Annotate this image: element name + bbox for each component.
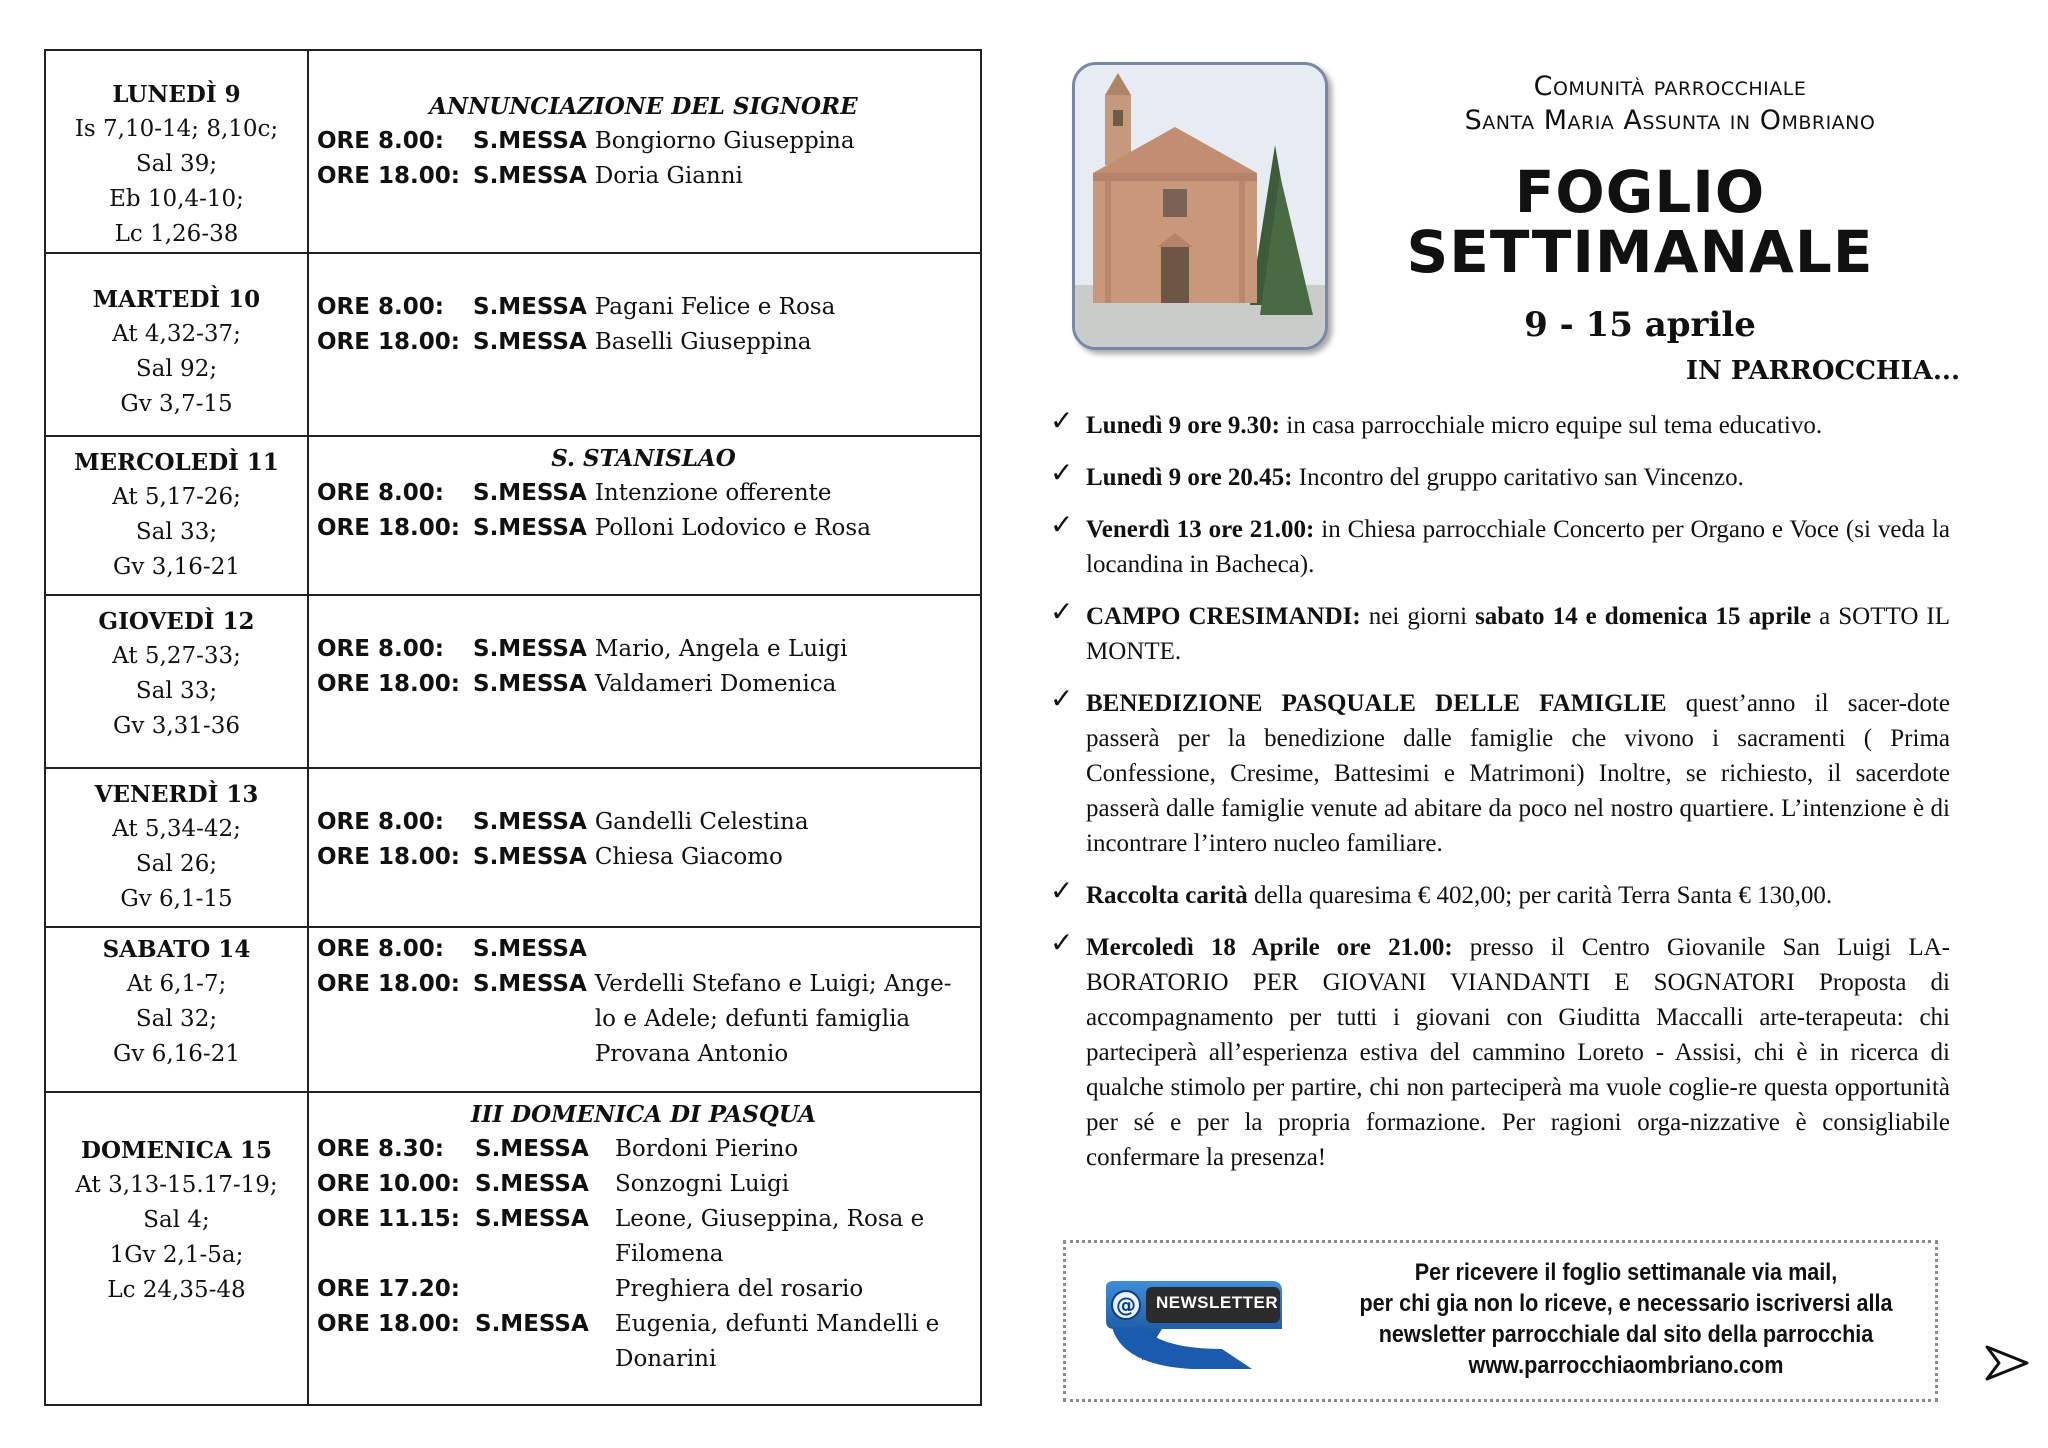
reading: Gv 6,1-15	[120, 886, 233, 912]
mass-type	[475, 1272, 607, 1307]
notices-list	[1050, 408, 1950, 1192]
day-name: VENERDÌ 13	[94, 781, 259, 808]
church-photo	[1072, 62, 1328, 350]
newsletter-line-2: per chi gia non lo riceve, e necessario iscriversi alla	[1359, 1290, 1893, 1317]
mass-time: ORE 17.20:	[317, 1276, 460, 1302]
reading: At 5,27-33;	[112, 643, 241, 669]
mass-time: ORE 8.00:	[317, 809, 444, 835]
community-line-1: Comunità parrocchiale	[1533, 71, 1807, 102]
mass-type: S.MESSA	[473, 671, 587, 697]
mass-time: ORE 8.00:	[317, 480, 444, 506]
mass-type: S.MESSA	[473, 128, 587, 154]
svg-text:@: @	[1116, 1293, 1136, 1317]
mass-type: S.MESSA	[473, 936, 587, 962]
mass-time: ORE 18.00:	[317, 844, 460, 870]
notice-text-2: a SOTTO IL MONTE.	[1086, 603, 1951, 665]
reading: Gv 6,16-21	[113, 1041, 240, 1067]
mass-type: S.MESSA	[473, 329, 587, 355]
mass-row	[317, 1272, 970, 1307]
schedule-row	[45, 1092, 981, 1405]
reading: Gv 3,31-36	[113, 713, 240, 739]
feast-name: III DOMENICA DI PASQUA	[470, 1101, 817, 1128]
mass-row	[317, 124, 970, 159]
checkmark-icon: ✓	[1050, 458, 1074, 489]
mass-intention: Bongiorno Giuseppina	[594, 128, 855, 154]
reading: Sal 92;	[135, 356, 218, 382]
mass-intention: Preghiera del rosario	[615, 1276, 864, 1302]
newsletter-line-3: newsletter parrocchiale dal sito della parrocchia	[1378, 1321, 1874, 1348]
mass-type: S.MESSA	[475, 1311, 589, 1337]
community-name	[1300, 70, 2040, 138]
schedule-row	[45, 50, 981, 253]
mass-row	[317, 1132, 970, 1167]
mass-time: ORE 18.00:	[317, 163, 460, 189]
notice-heading-2: sabato 14 e domenica 15 aprile	[1475, 603, 1812, 630]
reading: Sal 33;	[135, 519, 218, 545]
mass-intention: Mario, Angela e Luigi	[594, 636, 848, 662]
notice-text: nei giorni	[1360, 603, 1476, 630]
feast-name: S. STANISLAO	[551, 445, 736, 472]
mass-row	[317, 1167, 970, 1202]
day-cell	[45, 927, 308, 1092]
reading: Sal 4;	[143, 1207, 210, 1233]
newsletter-line-1: Per ricevere il foglio settimanale via mail,	[1414, 1259, 1838, 1286]
newsletter-badge-label: NEWSLETTER	[1156, 1293, 1279, 1312]
mass-time: ORE 10.00:	[317, 1171, 460, 1197]
newsletter-badge	[1102, 1279, 1342, 1375]
reading: At 6,1-7;	[126, 971, 227, 997]
mass-type: S.MESSA	[475, 1206, 589, 1232]
mass-intention: Baselli Giuseppina	[594, 329, 812, 355]
mass-time: ORE 11.15:	[317, 1206, 460, 1232]
mass-type: S.MESSA	[475, 1171, 589, 1197]
feast-name: ANNUNCIAZIONE DEL SIGNORE	[429, 93, 858, 120]
title-line-1: FOGLIO	[1514, 158, 1766, 226]
mass-row	[317, 632, 970, 667]
mass-time: ORE 18.00:	[317, 1311, 460, 1337]
checkmark-icon: ✓	[1050, 406, 1074, 437]
mass-intention: Doria Gianni	[594, 163, 743, 189]
mass-row	[317, 932, 970, 967]
mass-intention: Verdelli Stefano e Luigi; Ange-lo e Adele; defunti famiglia Provana Antonio	[594, 971, 952, 1067]
reading: At 5,34-42;	[112, 816, 241, 842]
reading: Lc 24,35-48	[107, 1277, 246, 1303]
next-page-arrow-icon[interactable]	[1985, 1345, 2029, 1391]
mass-intention: Polloni Lodovico e Rosa	[594, 515, 871, 541]
reading: 1Gv 2,1-5a;	[109, 1242, 244, 1268]
mass-row	[317, 1307, 970, 1377]
mass-row	[317, 159, 970, 194]
checkmark-icon: ✓	[1050, 597, 1074, 628]
day-name: GIOVEDÌ 12	[98, 608, 255, 635]
notice-heading: Mercoledì 18 Aprile ore 21.00:	[1086, 934, 1453, 961]
mass-intention: Gandelli Celestina	[594, 809, 809, 835]
notice-text: in Chiesa parrocchiale Concerto per Organo e Voce (si veda la locandina in Bacheca).	[1086, 516, 1951, 578]
notice-text: in casa parrocchiale micro equipe sul tema educativo.	[1280, 412, 1823, 439]
section-heading: IN PARROCCHIA...	[1685, 356, 1960, 386]
church-illustration	[1075, 65, 1325, 347]
mass-cell	[308, 768, 981, 927]
mass-intention: Intenzione offerente	[594, 480, 832, 506]
title-line-2: SETTIMANALE	[1406, 218, 1874, 286]
mass-row	[317, 325, 970, 360]
checkmark-icon: ✓	[1050, 684, 1074, 715]
mass-cell	[308, 50, 981, 253]
mass-time: ORE 8.00:	[317, 294, 444, 320]
reading: At 5,17-26;	[112, 484, 241, 510]
mass-intention: Valdameri Domenica	[594, 671, 837, 697]
schedule-row	[45, 595, 981, 768]
day-name: MERCOLEDÌ 11	[74, 449, 279, 476]
notice-item	[1050, 599, 1950, 669]
schedule-row	[45, 436, 981, 595]
mass-time: ORE 8.00:	[317, 128, 444, 154]
date-range: 9 - 15 aprile	[1524, 305, 1756, 345]
reading: Sal 26;	[135, 851, 218, 877]
mass-type: S.MESSA	[473, 971, 587, 997]
reading: At 3,13-15.17-19;	[75, 1172, 278, 1198]
reading: Is 7,10-14; 8,10c;	[74, 116, 279, 142]
day-cell	[45, 768, 308, 927]
day-cell	[45, 595, 308, 768]
notice-heading: CAMPO CRESIMANDI:	[1086, 603, 1361, 630]
schedule-row	[45, 927, 981, 1092]
schedule-row	[45, 253, 981, 436]
weekly-schedule-table	[44, 49, 982, 1406]
mass-type: S.MESSA	[473, 844, 587, 870]
notice-heading: Lunedì 9 ore 20.45:	[1086, 464, 1293, 491]
newsletter-text	[1352, 1257, 1901, 1381]
day-cell	[45, 436, 308, 595]
mass-type: S.MESSA	[473, 163, 587, 189]
mass-row	[317, 1202, 970, 1272]
mass-intention: Pagani Felice e Rosa	[594, 294, 836, 320]
reading: Sal 39;	[135, 151, 218, 177]
mass-cell	[308, 253, 981, 436]
newsletter-title	[1400, 158, 1880, 286]
reading: At 4,32-37;	[112, 321, 241, 347]
day-cell	[45, 1092, 308, 1405]
day-cell	[45, 253, 308, 436]
mass-row	[317, 967, 970, 1072]
mass-row	[317, 840, 970, 875]
notice-text: della quaresima € 402,00; per carità Terra Santa € 130,00.	[1247, 882, 1833, 909]
mass-row	[317, 805, 970, 840]
mass-intention: Sonzogni Luigi	[615, 1171, 790, 1197]
mass-intention: Leone, Giuseppina, Rosa e Filomena	[615, 1206, 925, 1267]
notice-text: quest’anno il sacer-dote passerà per la benedizione dalle famiglie che vivono i sacramenti ( Prima Confessione, Cresime, Battesimi e Matrimoni) Inoltre, se richiesto, il sacerdote passerà dalle famiglie venute ad abitare da poco nel nostro quartiere. L’intenzione è di incontrare l’intero nucleo familiare.	[1086, 690, 1950, 857]
reading: Sal 32;	[135, 1006, 218, 1032]
day-name: SABATO 14	[102, 936, 251, 963]
mass-intention: Bordoni Pierino	[615, 1136, 799, 1162]
notice-item	[1050, 460, 1950, 495]
notice-heading: Raccolta carità	[1086, 882, 1248, 909]
reading: Gv 3,16-21	[113, 554, 240, 580]
mass-type: S.MESSA	[473, 636, 587, 662]
community-line-2: Santa Maria Assunta in Ombriano	[1464, 105, 1876, 136]
notice-item	[1050, 878, 1950, 913]
mass-type: S.MESSA	[473, 809, 587, 835]
notice-item	[1050, 686, 1950, 861]
mass-time: ORE 18.00:	[317, 515, 460, 541]
notice-heading: Lunedì 9 ore 9.30:	[1086, 412, 1280, 439]
mass-time: ORE 18.00:	[317, 671, 460, 697]
mass-type: S.MESSA	[473, 294, 587, 320]
newsletter-url[interactable]: www.parrocchiaombriano.com	[1468, 1352, 1784, 1379]
mass-time: ORE 8.30:	[317, 1136, 444, 1162]
notice-text: Incontro del gruppo caritativo san Vincenzo.	[1292, 464, 1744, 491]
mass-row	[317, 511, 970, 546]
mass-cell	[308, 436, 981, 595]
reading: Sal 33;	[135, 678, 218, 704]
mass-row	[317, 667, 970, 702]
mass-type: S.MESSA	[473, 480, 587, 506]
mass-time: ORE 18.00:	[317, 971, 460, 997]
notice-item	[1050, 930, 1950, 1175]
mass-intention: Chiesa Giacomo	[594, 844, 783, 870]
newsletter-box	[1063, 1240, 1938, 1402]
schedule-row	[45, 768, 981, 927]
day-cell	[45, 50, 308, 253]
day-name: MARTEDÌ 10	[92, 286, 261, 313]
mass-time: ORE 18.00:	[317, 329, 460, 355]
mass-cell	[308, 927, 981, 1092]
mass-cell	[308, 1092, 981, 1405]
schedule-body	[45, 50, 981, 1405]
notice-heading: BENEDIZIONE PASQUALE DELLE FAMIGLIE	[1086, 690, 1667, 717]
notice-text: presso il Centro Giovanile San Luigi LA-BORATORIO PER GIOVANI VIANDANTI E SOGNATORI Proposta di accompagnamento per tutti i giovani con Giuditta Maccalli arte-terapeuta: chi parteciperà all’esperienza estiva del cammino Loreto - Assisi, chi è in ricerca di qualche stimolo per partire, chi non parteciperà ma vuole coglie-re questa opportunità per sé e per la propria formazione. Per ragioni orga-nizzative è consigliabile confermare la presenza!	[1086, 934, 1950, 1171]
day-name: LUNEDÌ 9	[112, 81, 241, 108]
checkmark-icon: ✓	[1050, 928, 1074, 959]
mass-cell	[308, 595, 981, 768]
day-name: DOMENICA 15	[81, 1137, 272, 1164]
mass-intention: Eugenia, defunti Mandelli e Donarini	[615, 1311, 940, 1372]
checkmark-icon: ✓	[1050, 510, 1074, 541]
mass-row	[317, 290, 970, 325]
reading: Lc 1,26-38	[114, 221, 239, 247]
notice-item	[1050, 512, 1950, 582]
reading: Eb 10,4-10;	[109, 186, 244, 212]
reading: Gv 3,7-15	[120, 391, 233, 417]
mass-type: S.MESSA	[475, 1136, 589, 1162]
mass-time: ORE 8.00:	[317, 936, 444, 962]
mass-time: ORE 8.00:	[317, 636, 444, 662]
mass-type: S.MESSA	[473, 515, 587, 541]
mass-row	[317, 476, 970, 511]
checkmark-icon: ✓	[1050, 876, 1074, 907]
notice-item	[1050, 408, 1950, 443]
notice-heading: Venerdì 13 ore 21.00:	[1086, 516, 1315, 543]
